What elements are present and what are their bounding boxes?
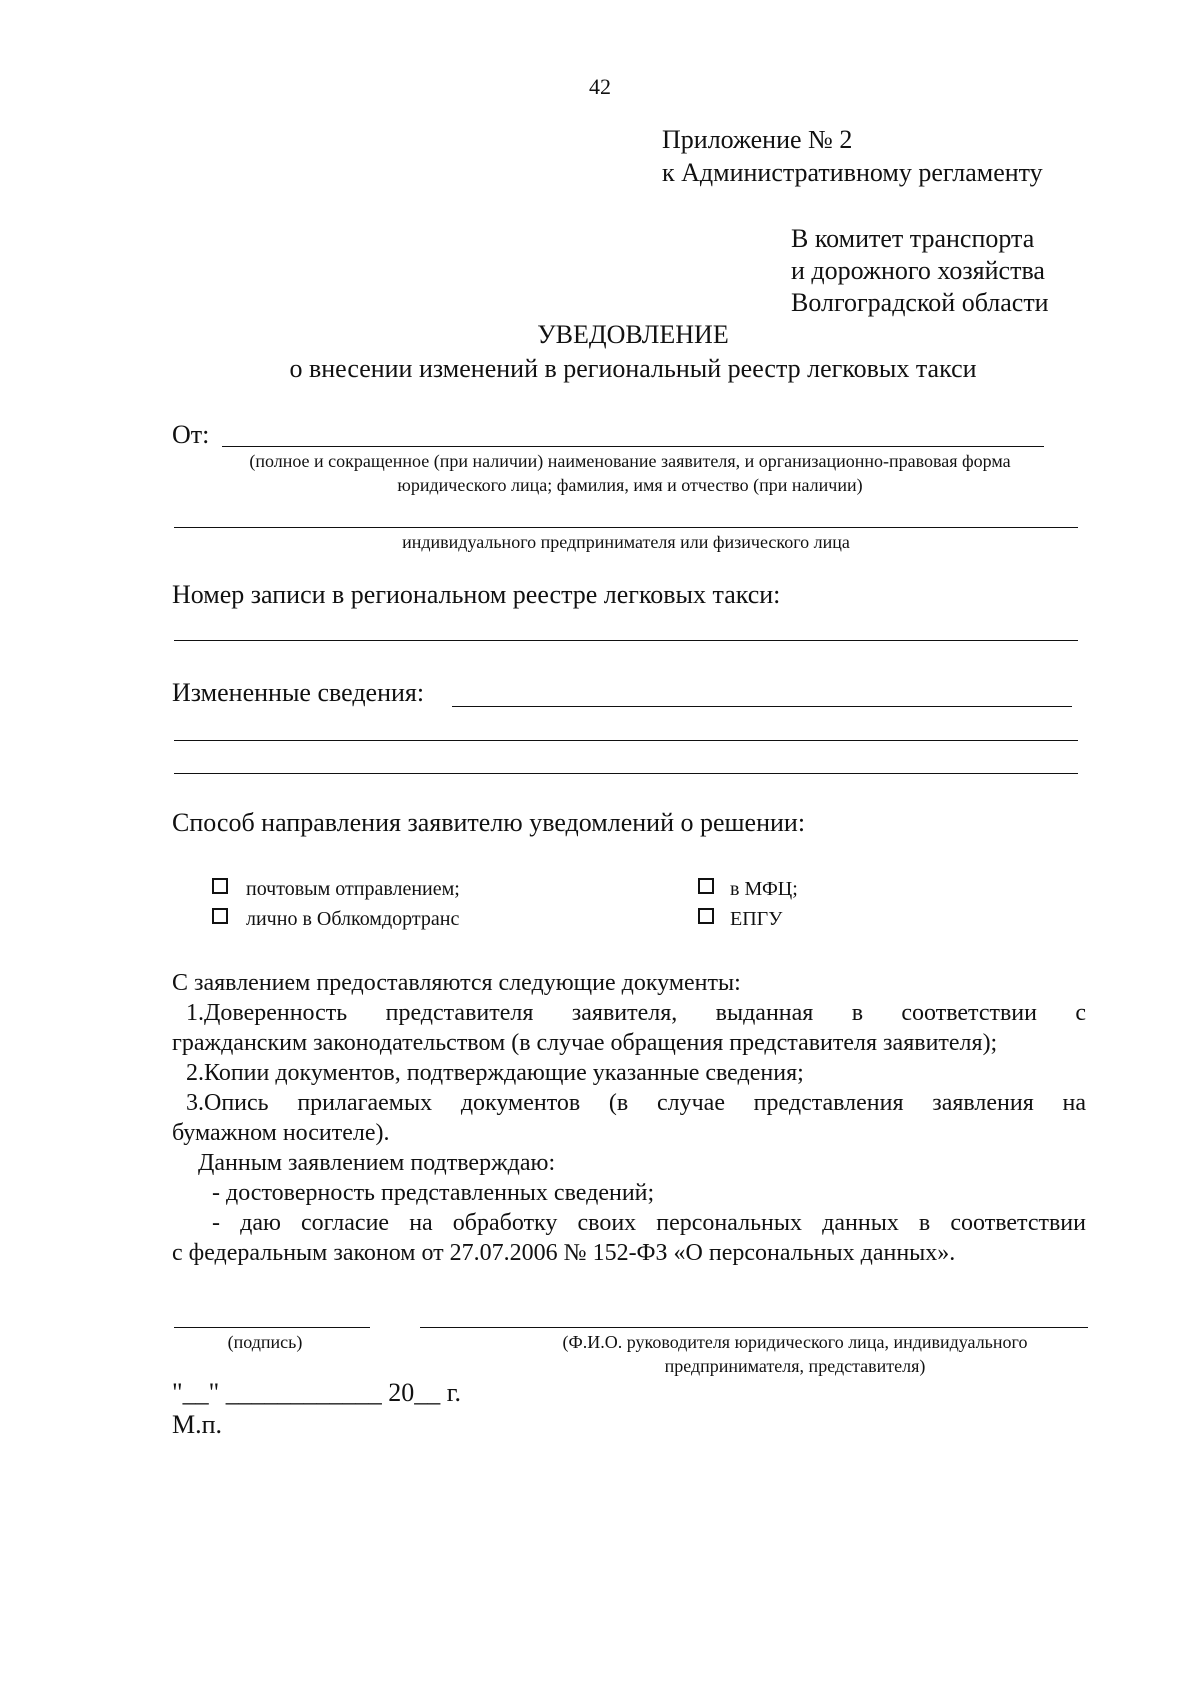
changed-info-input-line-2[interactable] xyxy=(174,740,1078,741)
changed-info-input-line-1[interactable] xyxy=(452,706,1072,707)
page-number xyxy=(0,72,1200,102)
delivery-option-mail-checkbox[interactable] xyxy=(212,878,228,894)
documents-item-2: 2.Копии документов, подтверждающие указанные сведения; xyxy=(186,1060,804,1086)
documents-item-3-line-2: бумажном носителе). xyxy=(172,1120,390,1146)
confirm-item-2-line-1: - даю согласие на обработку своих персональных данных в соответствии xyxy=(212,1210,1086,1236)
full-name-label-1: (Ф.И.О. руководителя юридического лица, индивидуального xyxy=(562,1332,1028,1352)
documents-intro: С заявлением предоставляются следующие документы: xyxy=(172,970,741,996)
delivery-option-in-person-label: лично в Облкомдортранс xyxy=(246,908,460,930)
delivery-label: Способ направления заявителю уведомлений о решении: xyxy=(172,808,806,837)
stamp-place: М.п. xyxy=(172,1410,223,1439)
from-input-line[interactable] xyxy=(222,446,1044,447)
registry-number-label: Номер записи в региональном реестре легковых такси: xyxy=(172,580,781,609)
appendix-line-1: Приложение № 2 xyxy=(662,125,853,154)
appendix-line-2: к Административному регламенту xyxy=(662,158,1043,187)
from-hint-1: (полное и сокращенное (при наличии) наименование заявителя, и организационно-правовая форма xyxy=(249,451,1011,471)
from-hint-2: юридического лица; фамилия, имя и отчество (при наличии) xyxy=(397,475,863,495)
full-name-input-line[interactable] xyxy=(420,1327,1088,1328)
delivery-option-in-person-checkbox[interactable] xyxy=(212,908,228,924)
document-title: УВЕДОВЛЕНИЕ xyxy=(537,320,729,349)
delivery-option-mfc-label: в МФЦ; xyxy=(730,878,798,900)
page-number-text: 42 xyxy=(589,74,611,99)
from-hint-3: индивидуального предпринимателя или физического лица xyxy=(402,532,850,552)
changed-info-label: Измененные сведения: xyxy=(172,678,425,707)
full-name-label-2: предпринимателя, представителя) xyxy=(664,1356,926,1376)
documents-item-1-line-2: гражданским законодательством (в случае обращения представителя заявителя); xyxy=(172,1030,998,1056)
document-subtitle: о внесении изменений в региональный реестр легковых такси xyxy=(289,354,977,383)
confirm-item-1: - достоверность представленных сведений; xyxy=(212,1180,655,1206)
changed-info-input-line-3[interactable] xyxy=(174,773,1078,774)
addressee-line-3: Волгоградской области xyxy=(791,288,1049,317)
signature-input-line[interactable] xyxy=(174,1327,370,1328)
addressee-line-1: В комитет транспорта xyxy=(791,224,1035,253)
from-label: От: xyxy=(172,420,210,449)
delivery-option-epgu-label: ЕПГУ xyxy=(730,908,783,930)
confirm-intro: Данным заявлением подтверждаю: xyxy=(198,1150,556,1176)
date-line[interactable]: "__" ____________ 20__ г. xyxy=(172,1378,461,1407)
documents-item-3-line-1: 3.Опись прилагаемых документов (в случае представления заявления на xyxy=(186,1090,1086,1116)
documents-item-1-line-1: 1.Доверенность представителя заявителя, выданная в соответствии с xyxy=(186,1000,1086,1026)
delivery-option-epgu-checkbox[interactable] xyxy=(698,908,714,924)
confirm-item-2-line-2: с федеральным законом от 27.07.2006 № 152-ФЗ «О персональных данных». xyxy=(172,1240,956,1266)
registry-number-input-line[interactable] xyxy=(174,640,1078,641)
signature-label: (подпись) xyxy=(227,1332,303,1352)
from-input-line-2[interactable] xyxy=(174,527,1078,528)
delivery-option-mail-label: почтовым отправлением; xyxy=(246,878,460,900)
delivery-option-mfc-checkbox[interactable] xyxy=(698,878,714,894)
addressee-line-2: и дорожного хозяйства xyxy=(791,256,1045,285)
